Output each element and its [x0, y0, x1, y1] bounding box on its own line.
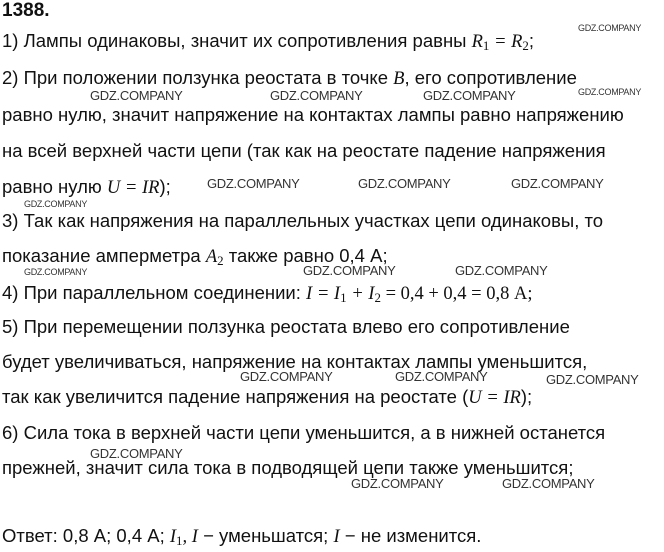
formula: U = IR — [468, 388, 521, 408]
watermark: GDZ.COMPANY — [303, 263, 396, 278]
formula: U = IR — [106, 178, 160, 198]
watermark: GDZ.COMPANY — [502, 476, 595, 491]
formula: $R_1 = R_2$ — [471, 32, 529, 54]
solution-line-10: будет увеличиваться, напряжение на контактах лампы уменьшится, — [2, 351, 588, 372]
watermark: GDZ.COMPANY — [395, 369, 488, 384]
formula: $I = I_1 + I_2$ — [306, 284, 381, 306]
answer-line: Ответ: 0,8 А; 0,4 А; $I_1$, I − уменьшатся; I − не изменится. — [2, 525, 482, 549]
formula: $A_2$ — [205, 247, 224, 269]
watermark: GDZ.COMPANY — [358, 176, 451, 191]
formula: $I_1$, I — [169, 527, 198, 549]
solution-line-13: прежней, значит сила тока в подводящей цепи также уменьшится; — [2, 457, 574, 478]
formula: B — [393, 69, 405, 89]
watermark: GDZ.COMPANY — [90, 446, 183, 461]
solution-line-4: на всей верхней части цепи (так как на реостате падение напряжения — [2, 140, 606, 161]
solution-line-5: равно нулю U = IR); — [2, 176, 171, 198]
solution-line-7: показание амперметра $A_2$ также равно 0,4 А; — [2, 245, 388, 269]
watermark: GDZ.COMPANY — [511, 176, 604, 191]
watermark: GDZ.COMPANY — [207, 176, 300, 191]
solution-line-3: равно нулю, значит напряжение на контактах лампы равно напряжению — [2, 104, 624, 125]
watermark: GDZ.COMPANY — [455, 263, 548, 278]
watermark: GDZ.COMPANY — [90, 88, 183, 103]
watermark: GDZ.COMPANY — [24, 267, 88, 277]
watermark: GDZ.COMPANY — [351, 476, 444, 491]
watermark: GDZ.COMPANY — [240, 369, 333, 384]
solution-line-12: 6) Сила тока в верхней части цепи уменьшится, а в нижней останется — [2, 422, 606, 443]
solution-line-8: 4) При параллельном соединении: $I = I_1 + I_2 = 0,4 + 0,4 = 0,8$ А; — [2, 282, 533, 306]
watermark: GDZ.COMPANY — [578, 87, 642, 97]
watermark: GDZ.COMPANY — [270, 88, 363, 103]
watermark: GDZ.COMPANY — [546, 372, 639, 387]
solution-line-1: 1) Лампы одинаковы, значит их сопротивления равны $R_1 = R_2$; — [2, 30, 535, 54]
solution-line-11: так как увеличится падение напряжения на реостате (U = IR); — [2, 386, 533, 408]
solution-line-2: 2) При положении ползунка реостата в точке B, его сопротивление — [2, 67, 577, 89]
watermark: GDZ.COMPANY — [24, 199, 88, 209]
watermark: GDZ.COMPANY — [423, 88, 516, 103]
line-text: 1) Лампы одинаковы, значит их сопротивления равны — [2, 30, 472, 51]
solution-line-9: 5) При перемещении ползунка реостата влево его сопротивление — [2, 316, 570, 337]
solution-line-6: 3) Так как напряжения на параллельных участках цепи одинаковы, то — [2, 210, 604, 231]
watermark: GDZ.COMPANY — [578, 23, 642, 33]
task-number: 1388. — [2, 0, 50, 21]
